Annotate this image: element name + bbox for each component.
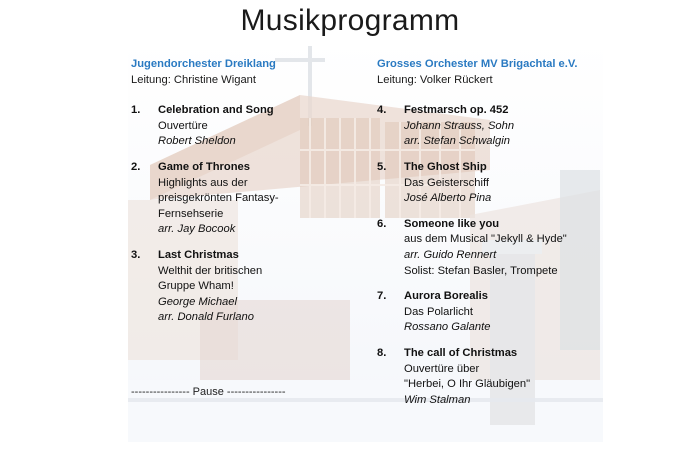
piece-description: "Herbei, O Ihr Gläubigen" bbox=[404, 378, 531, 391]
item-number: 4. bbox=[377, 104, 387, 117]
piece-description: Das Geisterschiff bbox=[404, 176, 489, 189]
composer-credit: George Michael bbox=[158, 295, 237, 308]
piece-description: Highlights aus der bbox=[158, 176, 248, 189]
piece-description: Gruppe Wham! bbox=[158, 280, 234, 293]
orchestra-name: Grosses Orchester MV Brigachtal e.V. bbox=[377, 58, 578, 70]
orchestra-name: Jugendorchester Dreiklang bbox=[131, 58, 276, 70]
piece-description: preisgekrönten Fantasy- bbox=[158, 192, 279, 205]
piece-description: Ouvertüre bbox=[158, 119, 208, 132]
program-list bbox=[131, 103, 361, 326]
item-number: 8. bbox=[377, 346, 387, 359]
composer-credit: José Alberto Pina bbox=[404, 192, 492, 205]
item-number: 1. bbox=[131, 104, 141, 117]
pause-divider: ---------------- Pause ---------------- bbox=[131, 386, 286, 398]
piece-title: Last Christmas bbox=[158, 248, 239, 261]
item-details bbox=[404, 103, 617, 150]
composer-credit: arr. Stefan Schwalgin bbox=[404, 135, 510, 148]
program-item bbox=[377, 160, 617, 207]
item-details bbox=[158, 103, 361, 150]
piece-title: Festmarsch op. 452 bbox=[404, 104, 509, 117]
item-number: 2. bbox=[131, 160, 141, 173]
right-program-column bbox=[377, 57, 617, 418]
program-item bbox=[377, 289, 617, 336]
composer-credit: Johann Strauss, Sohn bbox=[404, 119, 515, 132]
piece-description: aus dem Musical "Jekyll & Hyde" bbox=[404, 233, 567, 246]
page-title: Musikprogramm bbox=[240, 4, 460, 37]
program-item bbox=[377, 217, 617, 279]
composer-credit: arr. Guido Rennert bbox=[404, 248, 497, 261]
item-details bbox=[158, 248, 361, 326]
program-item bbox=[131, 248, 361, 326]
piece-title: Aurora Borealis bbox=[404, 290, 488, 303]
item-details bbox=[404, 289, 617, 336]
piece-description: Solist: Stefan Basler, Trompete bbox=[404, 264, 558, 277]
piece-description: Das Polarlicht bbox=[404, 305, 474, 318]
item-details bbox=[404, 217, 617, 279]
item-number: 3. bbox=[131, 248, 141, 261]
program-item bbox=[377, 103, 617, 150]
piece-title: Game of Thrones bbox=[158, 160, 251, 173]
composer-credit: arr. Jay Bocook bbox=[158, 223, 236, 236]
item-number: 6. bbox=[377, 217, 387, 230]
item-number: 7. bbox=[377, 290, 387, 303]
piece-title: Celebration and Song bbox=[158, 104, 274, 117]
composer-credit: Rossano Galante bbox=[404, 321, 491, 334]
program-item bbox=[131, 103, 361, 150]
program-item bbox=[377, 346, 617, 408]
program-list bbox=[377, 103, 617, 408]
piece-description: Welthit der britischen bbox=[158, 264, 263, 277]
item-number: 5. bbox=[377, 160, 387, 173]
item-details bbox=[404, 160, 617, 207]
composer-credit: Robert Sheldon bbox=[158, 135, 236, 148]
piece-description: Fernsehserie bbox=[158, 207, 224, 220]
item-details bbox=[404, 346, 617, 408]
conductor: Leitung: Volker Rückert bbox=[377, 73, 493, 86]
item-details bbox=[158, 160, 361, 238]
piece-description: Ouvertüre über bbox=[404, 362, 480, 375]
piece-title: Someone like you bbox=[404, 217, 500, 230]
composer-credit: Wim Stalman bbox=[404, 393, 471, 406]
conductor: Leitung: Christine Wigant bbox=[131, 73, 256, 86]
composer-credit: arr. Donald Furlano bbox=[158, 311, 254, 324]
program-item bbox=[131, 160, 361, 238]
piece-title: The call of Christmas bbox=[404, 346, 518, 359]
left-program-column bbox=[131, 57, 361, 336]
piece-title: The Ghost Ship bbox=[404, 160, 487, 173]
